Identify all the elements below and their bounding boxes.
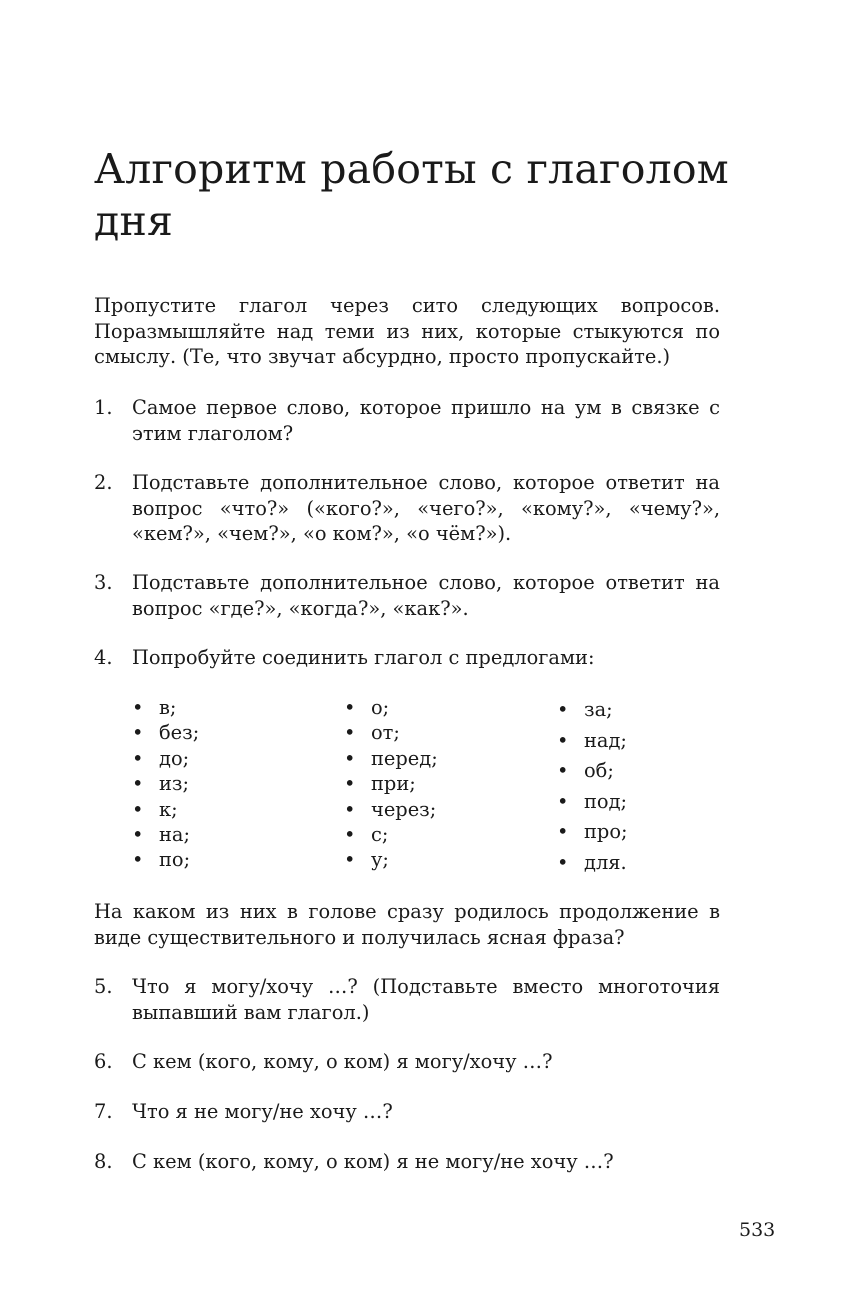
page-number: 533 xyxy=(739,1219,776,1241)
question-number: 4. xyxy=(94,646,113,669)
prepositions-column-1 xyxy=(132,695,199,873)
question-number: 8. xyxy=(94,1150,113,1173)
list-item: • из; xyxy=(132,771,199,796)
question-text: Подставьте дополнительное слово, которое ответит на вопрос «что?» («кого?», «чего?», «кому?», «чему?», «кем?», «чем?», «о ком?», «о чём?»). xyxy=(132,471,720,545)
question-item xyxy=(94,974,720,1025)
question-item xyxy=(94,1099,720,1125)
list-item: • к; xyxy=(132,797,199,822)
list-item: • при; xyxy=(344,771,438,796)
list-item: • про; xyxy=(557,817,628,848)
question-number: 1. xyxy=(94,396,113,419)
list-item: • под; xyxy=(557,787,628,818)
list-item: • у; xyxy=(344,847,438,872)
question-item xyxy=(94,645,720,671)
question-item xyxy=(94,570,720,621)
question-item xyxy=(94,470,720,547)
question-text: Попробуйте соединить глагол с предлогами: xyxy=(132,646,595,669)
question-text: С кем (кого, кому, о ком) я могу/хочу …? xyxy=(132,1050,553,1073)
list-item: • от; xyxy=(344,720,438,745)
list-item: • над; xyxy=(557,726,628,757)
list-item: • для. xyxy=(557,848,628,879)
list-item: • через; xyxy=(344,797,438,822)
question-number: 2. xyxy=(94,471,113,494)
prepositions-column-2 xyxy=(344,695,438,873)
question-number: 7. xyxy=(94,1100,113,1123)
list-item: • о; xyxy=(344,695,438,720)
question-text: Что я не могу/не хочу …? xyxy=(132,1100,393,1123)
list-item: • за; xyxy=(557,695,628,726)
question-number: 5. xyxy=(94,975,113,998)
list-item: • об; xyxy=(557,756,628,787)
question-text: Самое первое слово, которое пришло на ум в связке с этим глаголом? xyxy=(132,396,720,445)
list-item: • без; xyxy=(132,720,199,745)
question-number: 3. xyxy=(94,571,113,594)
question-item xyxy=(94,1149,720,1175)
question-text: Что я могу/хочу …? (Подставьте вместо многоточия выпавший вам глагол.) xyxy=(132,975,720,1024)
intro-paragraph: Пропустите глагол через сито следующих вопросов. Поразмышляйте над теми из них, которые стыкуются по смыслу. (Те, что звучат абсурдно, просто пропускайте.) xyxy=(94,294,720,368)
list-item: • по; xyxy=(132,847,199,872)
follow-up-paragraph: На каком из них в голове сразу родилось продолжение в виде существительного и получилась ясная фраза? xyxy=(94,900,720,949)
question-item xyxy=(94,395,720,446)
question-text: Подставьте дополнительное слово, которое ответит на вопрос «где?», «когда?», «как?». xyxy=(132,571,720,620)
list-item: • до; xyxy=(132,746,199,771)
question-number: 6. xyxy=(94,1050,113,1073)
question-text: С кем (кого, кому, о ком) я не могу/не хочу …? xyxy=(132,1150,614,1173)
list-item: • в; xyxy=(132,695,199,720)
list-item: • перед; xyxy=(344,746,438,771)
prepositions-column-3 xyxy=(557,695,628,879)
list-item: • на; xyxy=(132,822,199,847)
question-item xyxy=(94,1049,720,1075)
page-title: Алгоритм работы с глаголом дня xyxy=(94,145,729,245)
list-item: • с; xyxy=(344,822,438,847)
